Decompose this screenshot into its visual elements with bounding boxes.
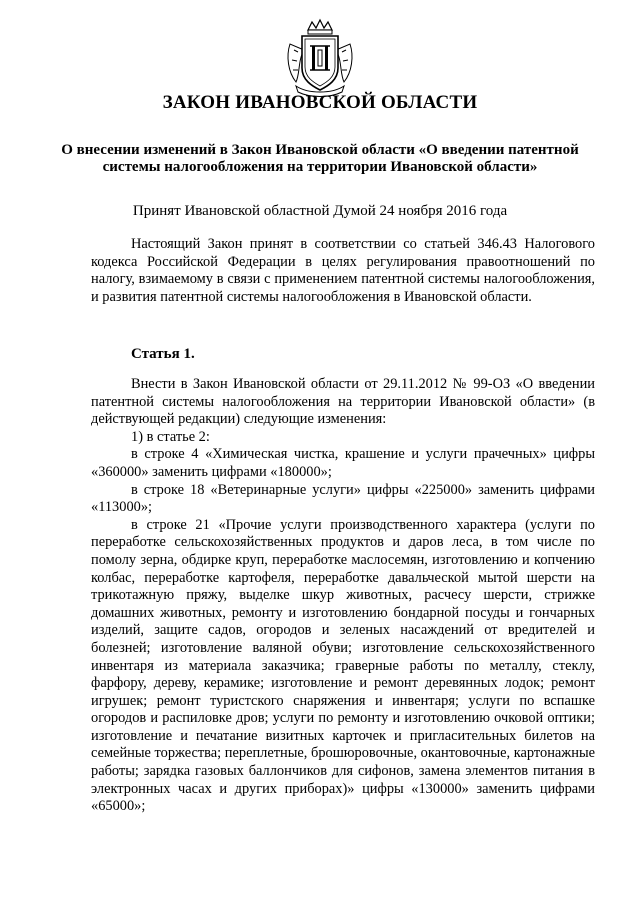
intro-section [91, 236, 595, 306]
coat-of-arms-icon [282, 16, 358, 98]
article-paragraph: Внести в Закон Ивановской области от 29.11.2012 № 99-ОЗ «О введении патентной системы налогообложения на территории Ивановской области» (в действующей редакции) следующие изменения: [91, 376, 595, 428]
article-body [91, 376, 595, 816]
document-title: ЗАКОН ИВАНОВСКОЙ ОБЛАСТИ [162, 92, 478, 113]
article-paragraph: 1) в статье 2: [131, 428, 210, 445]
article-paragraph: в строке 4 «Химическая чистка, крашение и услуги прачечных» цифры «360000» заменить цифрами «180000»; [91, 446, 595, 480]
document-subtitle: О внесении изменений в Закон Ивановской области «О введении патентной системы налогообложения на территории Ивановской области» [61, 142, 579, 175]
article-paragraph: в строке 18 «Ветеринарные услуги» цифры «225000» заменить цифрами «113000»; [91, 481, 595, 516]
article-heading: Статья 1. [131, 346, 195, 362]
article-paragraph: в строке 21 «Прочие услуги производственного характера (услуги по переработке сельскохозяйственных продуктов и даров леса, в том числе по помолу зерна, обдирке круп, переработке маслосемян, изготовлению и копчению колбас, переработке картофеля, переработке давальческой мытой шерсти на трикотажную пряжу, выделке шкур животных, расчесу шерсти, стрижке домашних животных, ремонту и изготовлению бондарной посуды и гончарных изделий, защите садов, огородов и зеленых насаждений от вредителей и болезней; изготовление валяной обуви; изготовление сельскохозяйственного инвентаря из материала заказчика; граверные работы по металлу, стеклу, фарфору, дереву, керамике; изготовление и ремонт деревянных лодок; ремонт игрушек; ремонт туристского снаряжения и инвентаря; услуги по вспашке огородов и распиловке дров; услуги по ремонту и изготовлению очковой оптики; изготовление и печатание визитных карточек и пригласительных билетов на семейные торжества; переплетные, брошюровочные, окантовочные, картонажные работы; зарядка газовых баллончиков для сифонов, замена элементов питания в электронных часах и других приборах)» цифры «130000» заменить цифрами «65000»; [91, 516, 595, 815]
adoption-line: Принят Ивановской областной Думой 24 ноября 2016 года [132, 203, 508, 219]
intro-paragraph: Настоящий Закон принят в соответствии со статьей 346.43 Налогового кодекса Российской Федерации в целях регулирования правоотношений по налогу, взимаемому в связи с применением патентной системы налогообложения, и развития патентной системы налогообложения в Ивановской области. [91, 236, 595, 305]
